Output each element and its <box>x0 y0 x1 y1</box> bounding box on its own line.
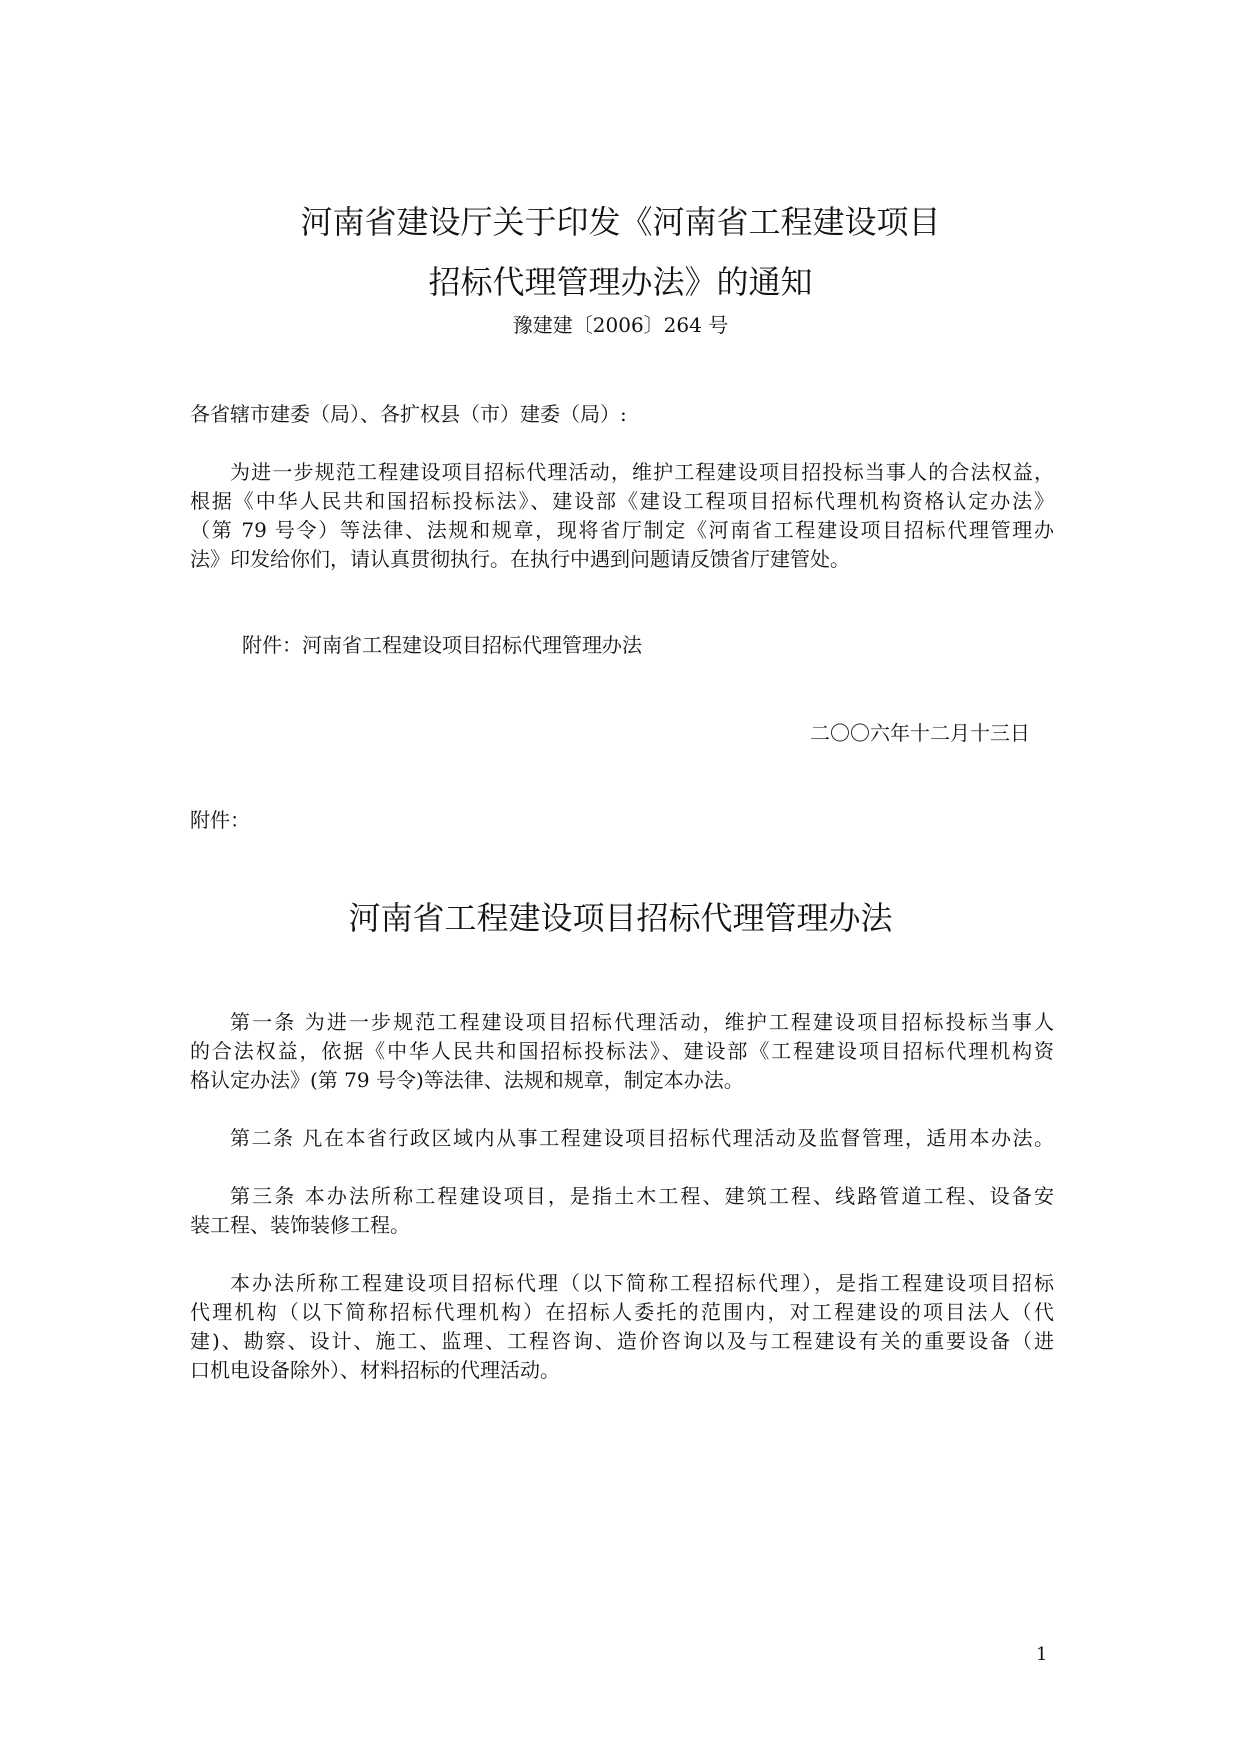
notice-body-line-1: 为进一步规范工程建设项目招标代理活动，维护工程建设项目招投标当事人的合法权益， <box>230 460 1054 484</box>
article-3-line-2: 装工程、装饰装修工程。 <box>190 1213 410 1237</box>
article-3-line-1: 第三条 本办法所称工程建设项目，是指土木工程、建筑工程、线路管道工程、设备安 <box>230 1184 1054 1208</box>
article-3-para-2-line-4: 口机电设备除外）、材料招标的代理活动。 <box>190 1358 560 1382</box>
attachment-title: 河南省工程建设项目招标代理管理办法 <box>348 899 893 937</box>
attachment-label: 附件： <box>190 808 250 832</box>
notice-body-line-2: 根据《中华人民共和国招标投标法》、建设部《建设工程项目招标代理机构资格认定办法》 <box>190 489 1054 513</box>
salutation: 各省辖市建委（局）、各扩权县（市）建委（局）: <box>190 402 627 426</box>
article-1-line-1: 第一条 为进一步规范工程建设项目招标代理活动，维护工程建设项目招标投标当事人 <box>230 1010 1054 1034</box>
article-3-para-2-line-3: 建)、勘察、设计、施工、监理、工程咨询、造价咨询以及与工程建设有关的重要设备（进 <box>190 1329 1054 1353</box>
attachment-reference: 附件：河南省工程建设项目招标代理管理办法 <box>242 633 642 657</box>
notice-title-line-1: 河南省建设厅关于印发《河南省工程建设项目 <box>300 203 941 241</box>
article-1-line-3: 格认定办法》(第 79 号令)等法律、法规和规章，制定本办法。 <box>190 1068 744 1092</box>
notice-body-line-4: 法》印发给你们，请认真贯彻执行。在执行中遇到问题请反馈省厅建管处。 <box>190 547 850 571</box>
article-1-line-2: 的合法权益，依据《中华人民共和国招标投标法》、建设部《工程建设项目招标代理机构资 <box>190 1039 1054 1063</box>
article-3-para-2-line-1: 本办法所称工程建设项目招标代理（以下简称工程招标代理），是指工程建设项目招标 <box>230 1271 1054 1295</box>
page-number: 1 <box>1036 1644 1048 1665</box>
article-2-line-1: 第二条 凡在本省行政区域内从事工程建设项目招标代理活动及监督管理，适用本办法。 <box>230 1126 1054 1150</box>
document-number: 豫建建〔2006〕264 号 <box>512 313 729 337</box>
article-3-para-2-line-2: 代理机构（以下简称招标代理机构）在招标人委托的范围内，对工程建设的项目法人（代 <box>190 1300 1054 1324</box>
issue-date: 二〇〇六年十二月十三日 <box>810 721 1030 745</box>
notice-body-line-3: （第 79 号令）等法律、法规和规章，现将省厅制定《河南省工程建设项目招标代理管理办 <box>190 518 1054 542</box>
notice-title-line-2: 招标代理管理办法》的通知 <box>428 263 813 301</box>
